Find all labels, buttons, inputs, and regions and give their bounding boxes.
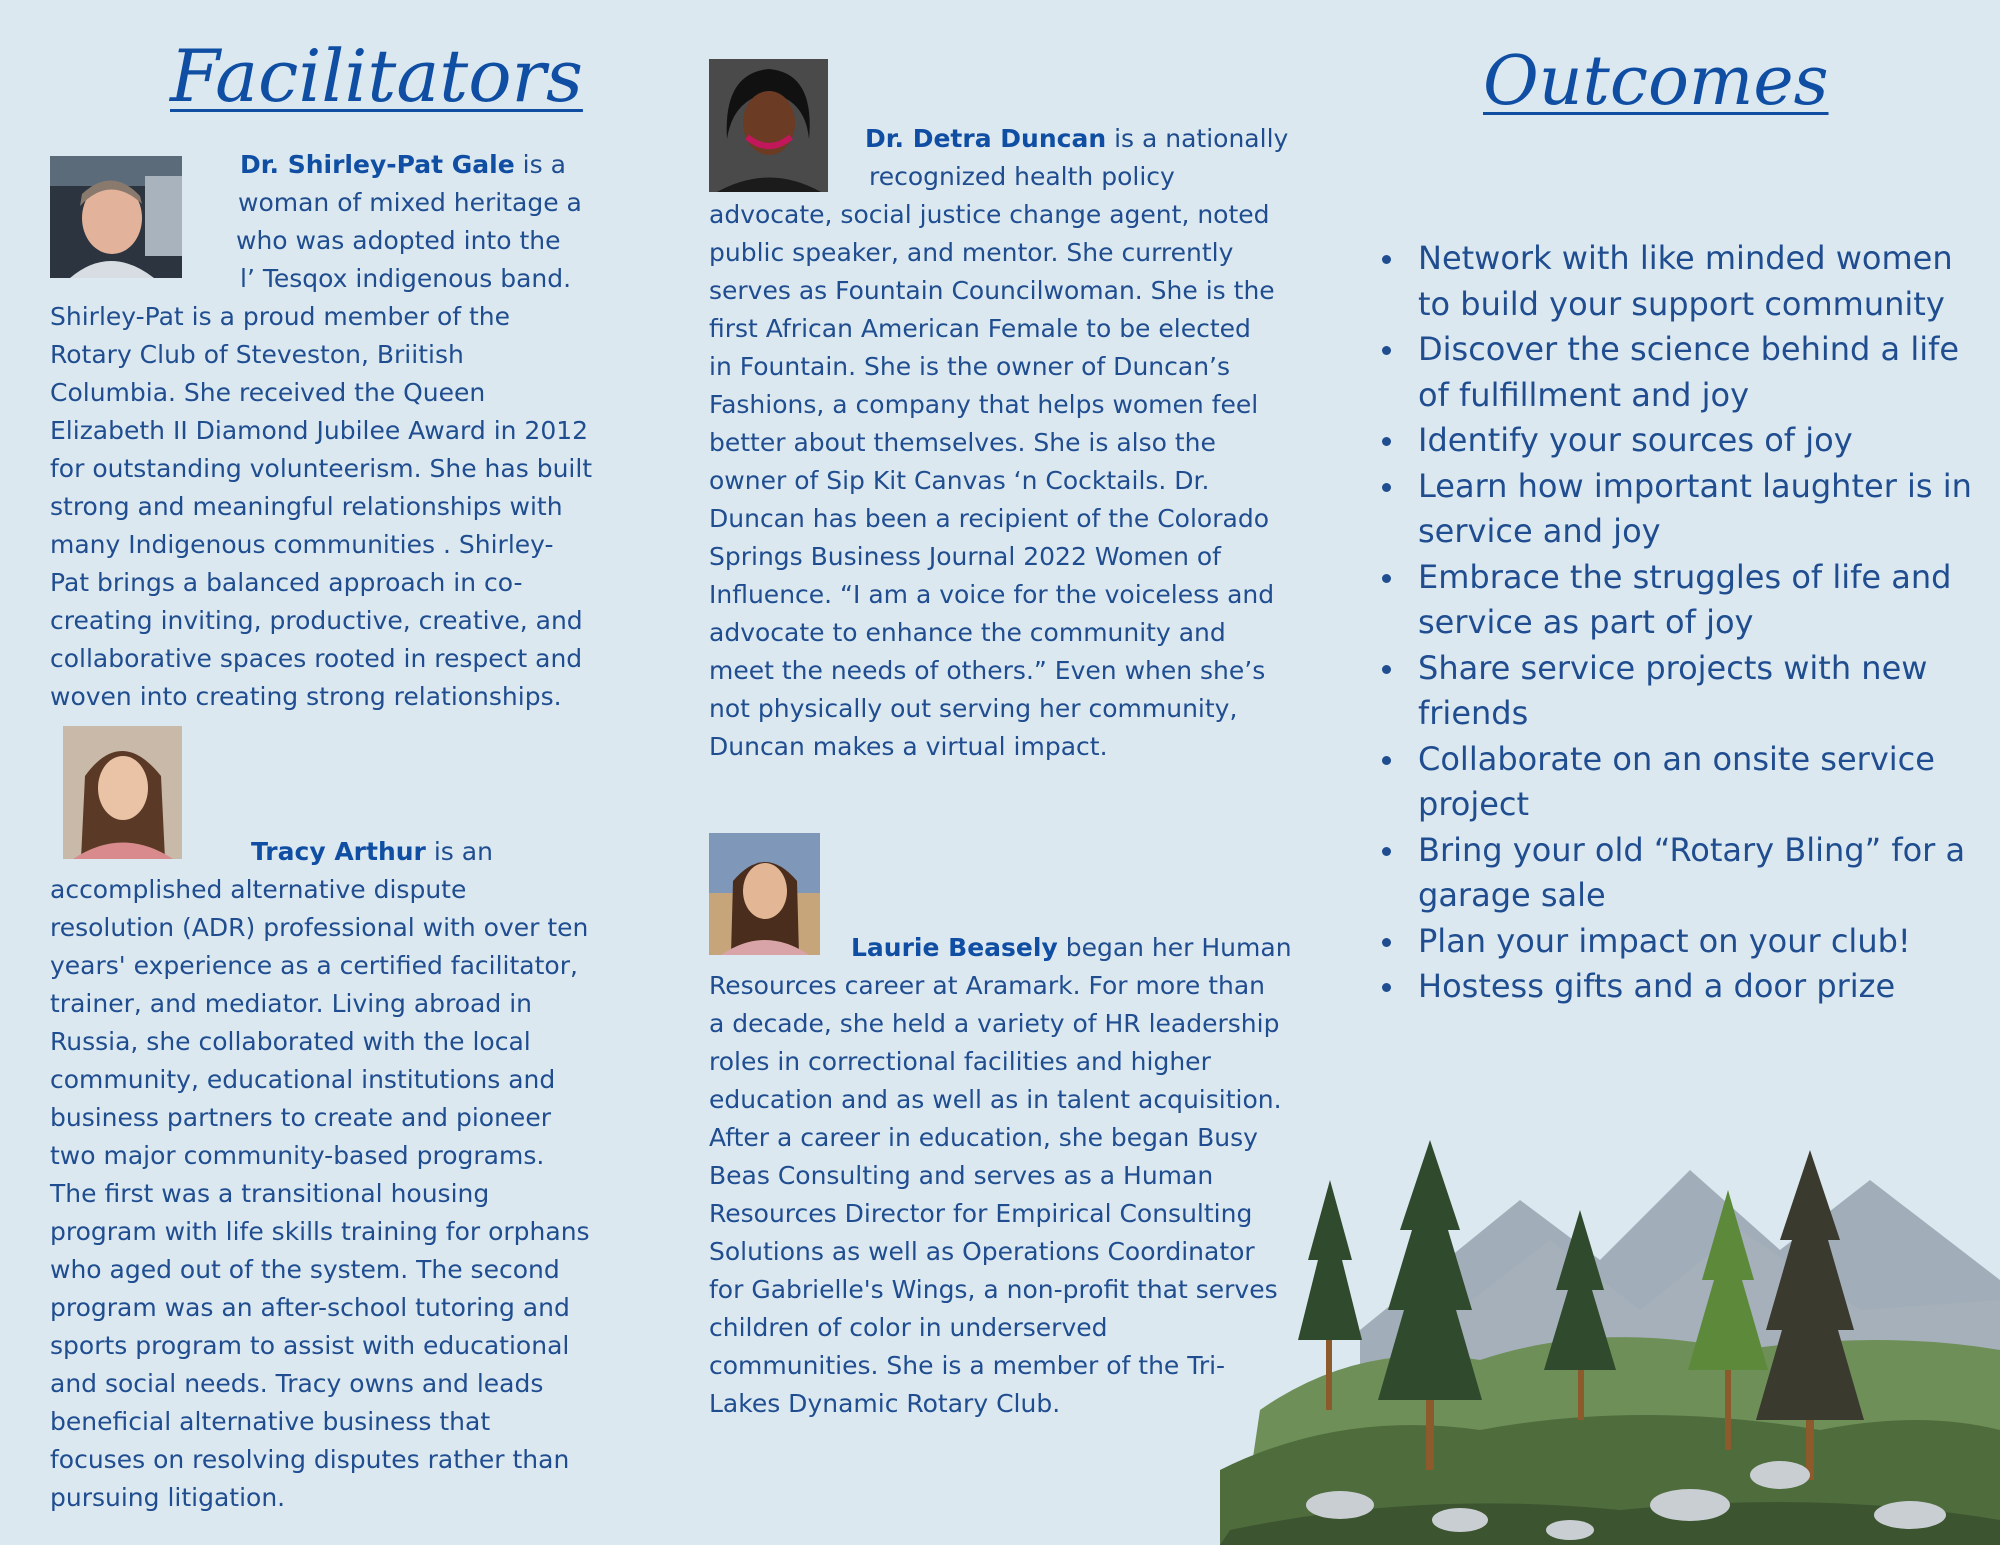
person-name: Dr. Shirley-Pat Gale: [240, 150, 515, 179]
outcome-item: Bring your old “Rotary Bling” for a garage sale: [1378, 828, 1978, 919]
outcome-item: Network with like minded women to build your support community: [1378, 236, 1978, 327]
outcome-item: Learn how important laughter is in service and joy: [1378, 464, 1978, 555]
facilitators-heading: Facilitators: [170, 34, 583, 118]
laurie-beasely-bio: Laurie Beasely began her Human Resources career at Aramark. For more than a decade, she held a variety of HR leadership roles in correctional facilities and higher education and as well as in talent acquisition. After a career in education, she began Busy Beas Consulting and serves as a Human Resources Director for Empirical Consulting Solutions as well as Operations Coordinator for Gabrielle's Wings, a non-profit that serves children of color in underserved communities. She is a member of the Tri- Lakes Dynamic Rotary Club.: [709, 933, 1292, 1418]
outcome-item: Hostess gifts and a door prize: [1378, 964, 1978, 1010]
detra-duncan-bio: Dr. Detra Duncan is a nationally recognized health policy advocate, social justice change agent, noted public speaker, and mentor. She currently serves as Fountain Councilwoman. She is the first African American Female to be elected in Fountain. She is the owner of Duncan’s Fashions, a company that helps women feel better about themselves. She is also the owner of Sip Kit Canvas ‘n Cocktails. Dr. Duncan has been a recipient of the Colorado Springs Business Journal 2022 Women of Influence. “I am a voice for the voiceless and advocate to enhance the community and meet the needs of others.” Even when she’s not physically out serving her community, Duncan makes a virtual impact.: [709, 124, 1289, 761]
outcome-item: Plan your impact on your club!: [1378, 919, 1978, 965]
outcome-item: Embrace the struggles of life and service as part of joy: [1378, 555, 1978, 646]
outcomes-list: [1378, 236, 1978, 1010]
person-name: Laurie Beasely: [851, 933, 1058, 962]
outcomes-heading: Outcomes: [1483, 42, 1829, 121]
shirley-pat-gale-bio: Dr. Shirley-Pat Gale is a woman of mixed heritage a who was adopted into the l’ Tesqox indigenous band. Shirley-Pat is a proud member of the Rotary Club of Steveston, Briitish Columbia. She received the Queen Elizabeth II Diamond Jubilee Award in 2012 for outstanding volunteerism. She has built strong and meaningful relationships with many Indigenous communities . Shirley- Pat brings a balanced approach in co- creating inviting, productive, creative, and collaborative spaces rooted in respect and woven into creating strong relationships.: [50, 150, 593, 711]
outcome-item: Discover the science behind a life of fulfillment and joy: [1378, 327, 1978, 418]
outcome-item: Collaborate on an onsite service project: [1378, 737, 1978, 828]
person-name: Dr. Detra Duncan: [865, 124, 1107, 153]
person-name: Tracy Arthur: [251, 837, 426, 866]
mountain-forest-illustration: [1220, 1110, 2000, 1545]
tracy-arthur-bio: Tracy Arthur is an accomplished alternative dispute resolution (ADR) professional with over ten years' experience as a certified facilitator, trainer, and mediator. Living abroad in Russia, she collaborated with the local community, educational institutions and business partners to create and pioneer two major community-based programs. The first was a transitional housing program with life skills training for orphans who aged out of the system. The second program was an after-school tutoring and sports program to assist with educational and social needs. Tracy owns and leads beneficial alternative business that focuses on resolving disputes rather than pursuing litigation.: [50, 837, 590, 1512]
outcome-item: Share service projects with new friends: [1378, 646, 1978, 737]
outcome-item: Identify your sources of joy: [1378, 418, 1978, 464]
